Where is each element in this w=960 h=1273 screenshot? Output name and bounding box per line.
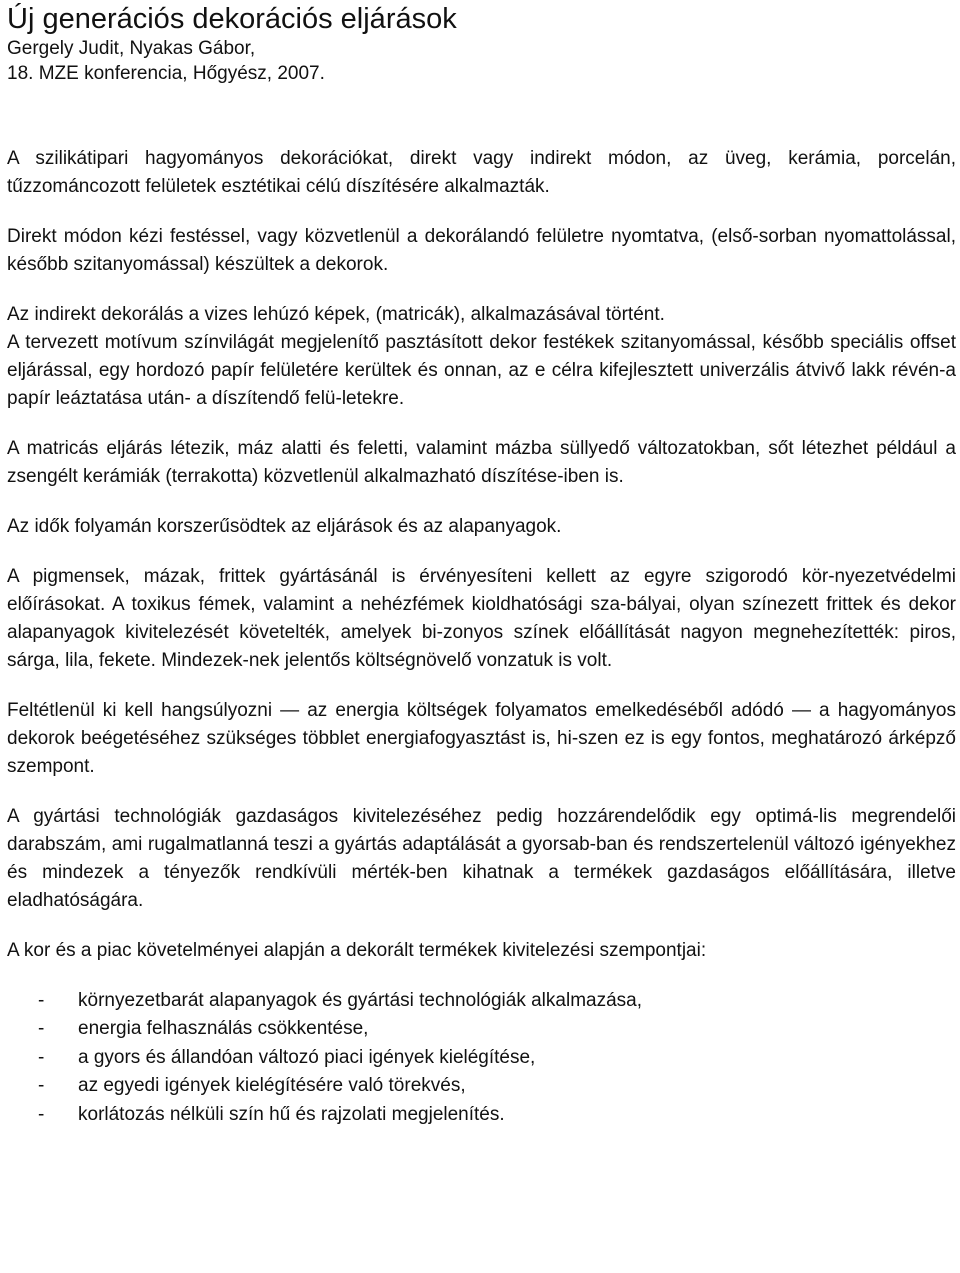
document-page — [7, 0, 956, 1129]
list-item — [7, 987, 956, 1015]
list-item-text: környezetbarát alapanyagok és gyártási technológiák alkalmazása, — [78, 990, 642, 1011]
list-item-text: korlátozás nélküli szín hű és rajzolati megjelenítés. — [78, 1103, 505, 1125]
list-item-text: az egyedi igények kielégítésére való törekvés, — [78, 1075, 466, 1097]
paragraph-modernization: Az idők folyamán korszerűsödtek az eljárások és az alapanyagok. — [7, 516, 562, 537]
list-item — [7, 1101, 956, 1129]
list-item-text: a gyors és állandóan változó piaci igények kielégítése, — [78, 1046, 536, 1068]
document-title: Új generációs dekorációs eljárások — [7, 3, 457, 35]
bullet-marker: - — [38, 990, 45, 1011]
bullet-marker: - — [38, 1046, 45, 1068]
paragraph-decal-process: A matricás eljárás létezik, máz alatti és feletti, valamint mázba süllyedő változatokban, sőt létezhet például a zsengélt kerámiák (terrakotta) közvetlenül alkalmazható díszítése-iben is. — [7, 438, 956, 487]
paragraph-requirements-intro: A kor és a piac követelményei alapján a dekorált termékek kivitelezési szempontjai: — [7, 940, 707, 961]
list-item — [7, 1015, 956, 1043]
authors: Gergely Judit, Nyakas Gábor, — [7, 38, 256, 59]
list-item — [7, 1072, 956, 1100]
bullet-marker: - — [38, 1075, 45, 1097]
paragraph-intro: A szilikátipari hagyományos dekorációkat, direkt vagy indirekt módon, az üveg, kerámia, porcelán, tűzzománcozott felületek esztétikai célú díszítésére alkalmazták. — [7, 148, 956, 197]
paragraph-energy-costs: Feltétlenül ki kell hangsúlyozni — az energia költségek folyamatos emelkedéséből adódó — a hagyományos dekorok beégetéséhez szükséges többlet energiafogyasztást is, hi-szen ez is egy fontos, meghatározó árképző szempont. — [7, 700, 956, 777]
conference-info: 18. MZE konferencia, Hőgyész, 2007. — [7, 63, 325, 84]
paragraph-screen-printing: A tervezett motívum színvilágát megjelenítő pasztásított dekor festékek szitanyomással, később speciális offset eljárással, egy hordozó papír felületére kerültek és onnan, az e célra kifejlesztett univerzális átvivő lakk révén-a papír leáztatása után- a díszítendő felü-letekre. — [7, 332, 956, 409]
paragraph-production: A gyártási technológiák gazdaságos kivitelezéséhez pedig hozzárendelődik egy optimá-lis megrendelői darabszám, ami rugalmatlanná teszi a gyártás adaptálását a gyorsab-ban és rendszertelenül változó igényekhez és mindezek a tényezők rendkívüli mérték-ben kihatnak a termékek gazdaságos előállítására, illetve eladhatóságára. — [7, 806, 956, 911]
requirements-list — [7, 987, 956, 1129]
paragraph-direct-method: Direkt módon kézi festéssel, vagy közvetlenül a dekorálandó felületre nyomtatva, (első-sorban nyomattolással, később szitanyomással) készültek a dekorok. — [7, 226, 956, 275]
paragraph-indirect-method: Az indirekt dekorálás a vizes lehúzó képek, (matricák), alkalmazásával történt. — [7, 304, 665, 325]
bullet-marker: - — [38, 1103, 45, 1125]
bullet-marker: - — [38, 1018, 45, 1040]
list-item-text: energia felhasználás csökkentése, — [78, 1018, 369, 1040]
paragraph-environmental: A pigmensek, mázak, frittek gyártásánál is érvényesíteni kellett az egyre szigorodó kör-nyezetvédelmi előírásokat. A toxikus fémek, valamint a nehézfémek kioldhatósági sza-bályai, olyan színezett frittek és dekor alapanyagok kivitelezését követelték, amelyek bi-zonyos színek előállítását nagyon megnehezítették: piros, sárga, lila, fekete. Mindezek-nek jelentős költségnövelő vonzatuk is volt. — [7, 566, 956, 671]
list-item — [7, 1044, 956, 1072]
